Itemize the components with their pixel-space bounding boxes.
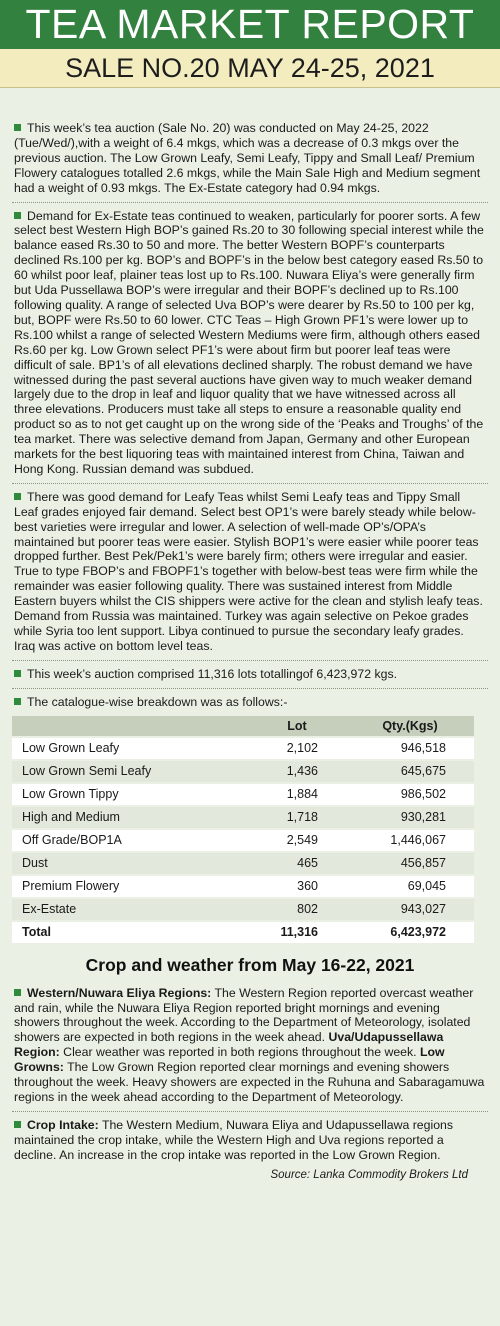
row-lot: 2,549 — [248, 829, 346, 852]
row-qty: 986,502 — [346, 783, 474, 806]
row-category: High and Medium — [12, 806, 248, 829]
uva-text: Clear weather was reported in both regions throughout the week. — [59, 1045, 421, 1060]
divider — [12, 202, 488, 203]
breakdown-intro — [12, 695, 488, 710]
low-growns-label: Low Growns: — [14, 1045, 445, 1075]
breakdown-text: The catalogue-wise breakdown was as follows:- — [27, 694, 288, 709]
bullet-icon — [14, 670, 21, 677]
table-row — [12, 806, 474, 829]
total-qty: 6,423,972 — [346, 921, 474, 943]
row-category: Ex-Estate — [12, 898, 248, 921]
low-growns-text: The Low Grown Region reported clear mornings and evening showers throughout the week. Heavy showers are expected in the Ruhuna and Sabaragamuwa regions in the week ahead according to the Department of Meteorology. — [14, 1060, 485, 1104]
ex-estate-paragraph — [12, 209, 488, 477]
weather-paragraph — [12, 986, 488, 1105]
row-category: Premium Flowery — [12, 875, 248, 898]
row-lot: 1,436 — [248, 760, 346, 783]
row-category: Low Grown Leafy — [12, 737, 248, 760]
summary-text: This week’s auction comprised 11,316 lots totallingof 6,423,972 kgs. — [27, 666, 398, 681]
table-row — [12, 829, 474, 852]
leafy-paragraph — [12, 490, 488, 654]
row-qty: 943,027 — [346, 898, 474, 921]
row-lot: 1,884 — [248, 783, 346, 806]
table-total-row — [12, 921, 474, 943]
total-label: Total — [12, 921, 248, 943]
catalogue-table — [12, 716, 474, 943]
bullet-icon — [14, 493, 21, 500]
ex-estate-text: Demand for Ex-Estate teas continued to weaken, particularly for poorer sorts. A few select best Western High BOP’s gained Rs.20 to 30 following special interest while the balance eased Rs.30 to 50 and more. The better Western BOPF’s counterparts declined Rs.100 per kg. BOP’s and BOPF’s in the below best category eased Rs.50 to 60 whilst poor leaf, plainer teas lost up to Rs.100. Nuwara Eliya’s were generally firm but Uda Pussellawa BOP’s were irregular and their BOPF’s declined up to Rs.100 following quality. A range of selected Uva BOP’s were dearer by Rs.50 to 100 per kg, but, BOPF were Rs.50 to 60 lower. CTC Teas – High Grown PF1’s were lower up to Rs.100 whilst a range of selected Western Mediums were firm, although others eased Rs.60 per kg. Low Grown select PF1’s were about firm but poorer leaf teas were difficult of sale. BP1’s of all elevations declined sharply. The robust demand we have witnessed during the past several auctions have given way to much weaker demand largely due to the drop in leaf and liquor quality that we have witnessed across all three elevations. Producers must take all steps to ensure a reasonable quality end product so as to not get caught up on the wrong side of the ‘Peaks and Troughs’ of the tea market. There was selective demand from Japan, Germany and other European markets for the best liquoring teas with maintained interest from China, Taiwan and Hong Kong. Russian demand was subdued. — [14, 208, 484, 476]
western-label: Western/Nuwara Eliya Regions: — [27, 985, 212, 1000]
crop-section — [0, 955, 500, 1181]
crop-title: Crop and weather from May 16-22, 2021 — [85, 954, 415, 975]
uva-label: Uva/Udapussellawa Region: — [14, 1030, 444, 1060]
intro-paragraph — [12, 88, 488, 196]
table-row — [12, 898, 474, 921]
intro-text: This week’s tea auction (Sale No. 20) was conducted on May 24-25, 2022 (Tue/Wed/),with a weight of 6.4 mkgs, which was a decrease of 0.3 mkgs over the previous auction. The Low Grown Leafy, Semi Leafy, Tippy and Small Leaf/ Premium Flowery catalogues totalled 2.6 mkgs, while the Main Sale High and Medium segment had a weight of 0.93 mkgs. The Ex-Estate category had 0.94 mkgs. — [14, 121, 481, 195]
bullet-icon — [14, 989, 21, 996]
row-category: Low Grown Tippy — [12, 783, 248, 806]
row-lot: 360 — [248, 875, 346, 898]
bullet-icon — [14, 698, 21, 705]
row-lot: 2,102 — [248, 737, 346, 760]
divider — [12, 483, 488, 484]
row-qty: 645,675 — [346, 760, 474, 783]
crop-intake-text: The Western Medium, Nuwara Eliya and Udapussellawa regions maintained the crop intake, while the Western High and Uva regions reported a decline. An increase in the crop intake was reported in the Low Grown Region. — [14, 1117, 454, 1162]
summary-paragraph — [12, 667, 488, 682]
header-qty: Qty.(Kgs) — [346, 716, 474, 737]
bullet-icon — [14, 124, 21, 131]
row-qty: 930,281 — [346, 806, 474, 829]
row-lot: 1,718 — [248, 806, 346, 829]
divider — [12, 660, 488, 661]
leafy-text: There was good demand for Leafy Teas whilst Semi Leafy teas and Tippy Small Leaf grades enjoyed fair demand. Select best OP1’s were barely steady while below-best varieties were irregular and lower. A selection of well-made OP’s/OPA’s maintained but poorer teas were easier. Stylish BOP1’s were easier while poorer teas dropped further. Best Pek/Pek1’s were barely firm; others were irregular and easier. True to type FBOP’s and FBOPF1’s together with below-best teas were firm while the remainder was easier following quality. There was sustained interest from Middle Eastern buyers whilst the CIS shippers were active for the clean and stylish leafy teas. Demand from Russia was maintained. Turkey was again selective on Pekoe grades while Syria too lent support. Libya continued to pursue the secondary leafy grades. Iraq was active on bottom level teas. — [14, 489, 483, 653]
crop-intake-label: Crop Intake: — [27, 1117, 99, 1132]
divider — [12, 688, 488, 689]
row-lot: 465 — [248, 852, 346, 875]
divider — [12, 1111, 488, 1112]
table-header-row — [12, 716, 474, 737]
table-row — [12, 852, 474, 875]
crop-intake-paragraph — [12, 1118, 488, 1163]
source-credit: Source: Lanka Commodity Brokers Ltd — [270, 1168, 468, 1181]
sale-subtitle: SALE NO.20 MAY 24-25, 2021 — [0, 49, 500, 88]
western-text: The Western Region reported overcast weather and rain, while the Nuwara Eliya Region reported bright mornings and evening showers throughout the week. According to the Department of Meteorology, isolated showers are expected in both regions in the week ahead. — [14, 985, 474, 1045]
row-category: Off Grade/BOP1A — [12, 829, 248, 852]
total-lot: 11,316 — [248, 921, 346, 943]
bullet-icon — [14, 212, 21, 219]
row-qty: 946,518 — [346, 737, 474, 760]
header-category — [12, 716, 248, 737]
row-category: Dust — [12, 852, 248, 875]
row-qty: 1,446,067 — [346, 829, 474, 852]
report-content — [0, 88, 500, 710]
row-lot: 802 — [248, 898, 346, 921]
row-qty: 456,857 — [346, 852, 474, 875]
report-title: TEA MARKET REPORT — [0, 0, 500, 49]
row-category: Low Grown Semi Leafy — [12, 760, 248, 783]
table-row — [12, 783, 474, 806]
row-qty: 69,045 — [346, 875, 474, 898]
table-row — [12, 737, 474, 760]
catalogue-table-wrap — [0, 716, 500, 943]
bullet-icon — [14, 1121, 21, 1128]
table-row — [12, 875, 474, 898]
table-row — [12, 760, 474, 783]
header-lot: Lot — [248, 716, 346, 737]
